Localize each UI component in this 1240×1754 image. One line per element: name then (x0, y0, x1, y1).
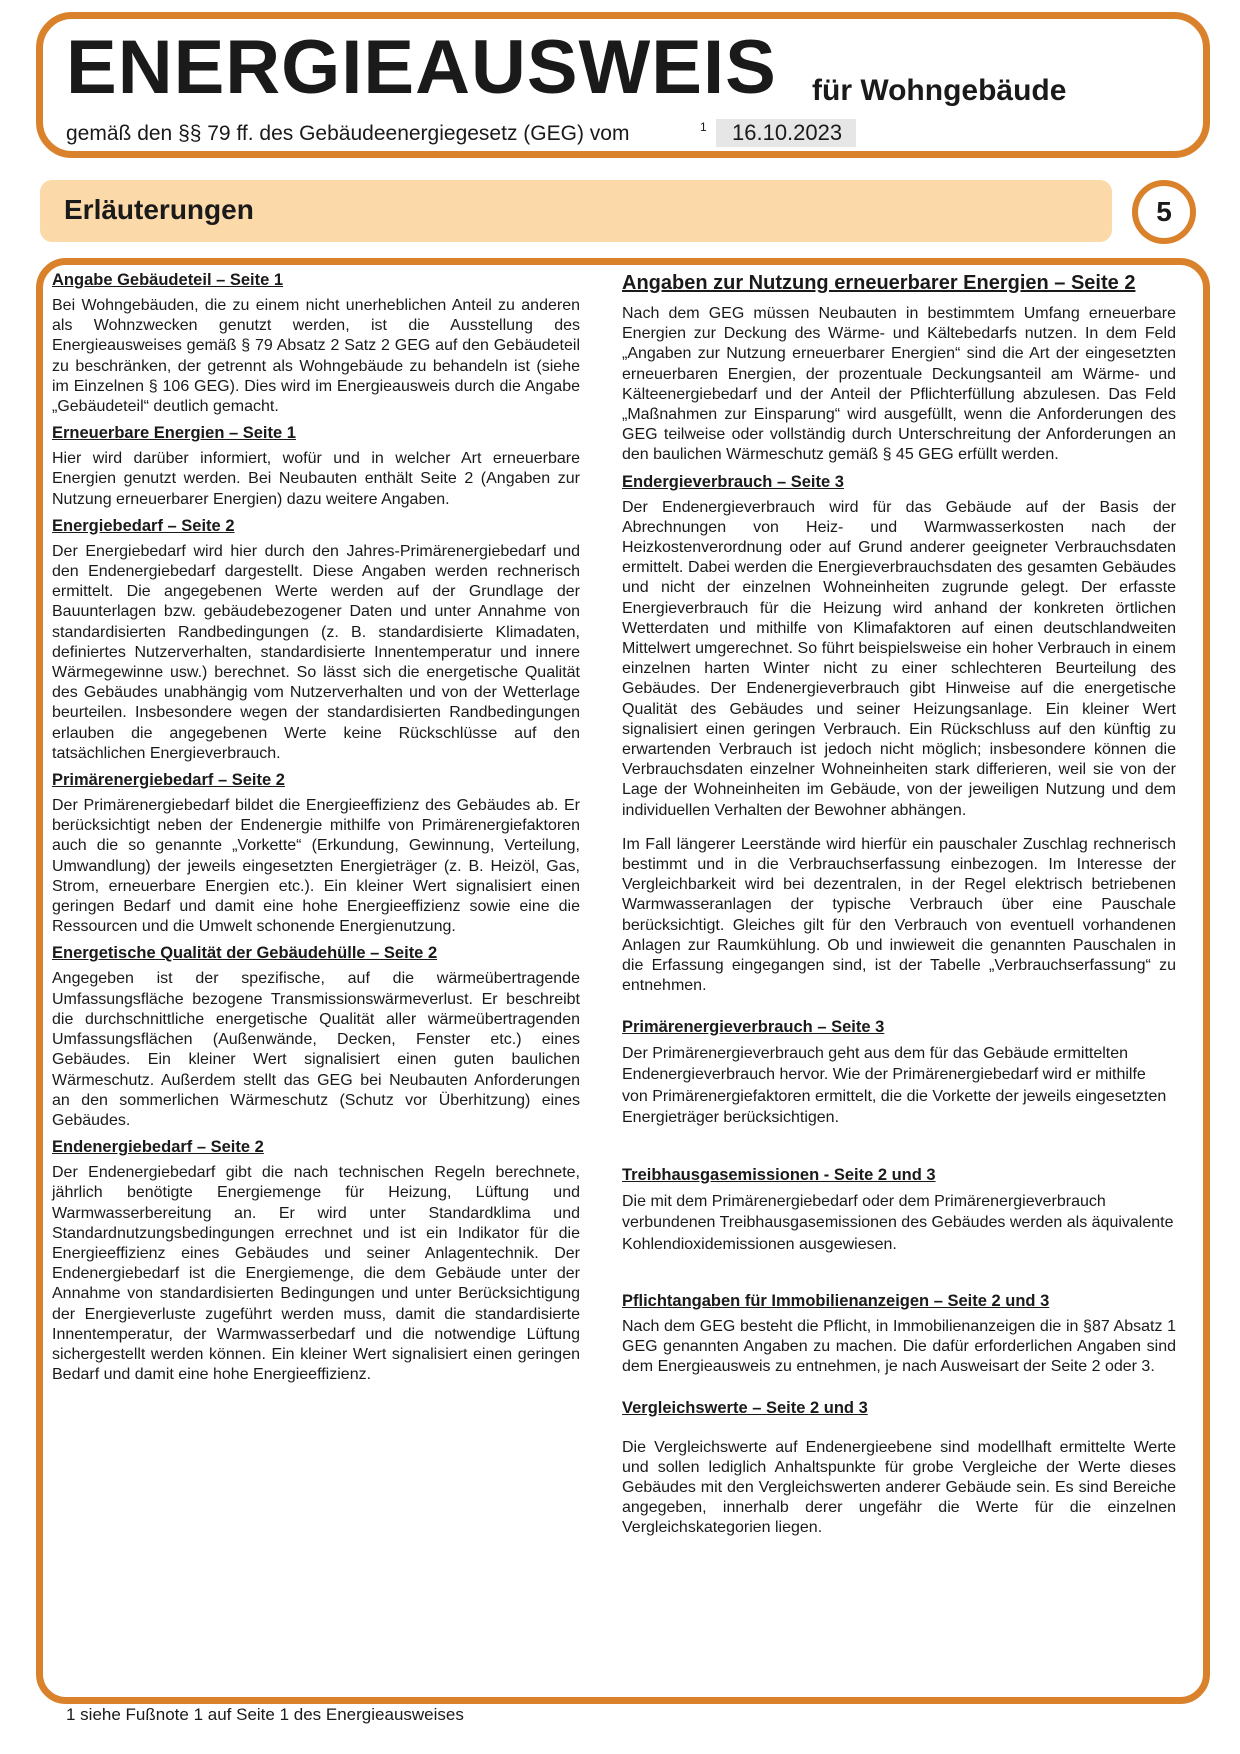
section-heading: Primärenergiebedarf – Seite 2 (52, 771, 285, 790)
section-body: Angegeben ist der spezifische, auf die wärmeübertragende Umfassungsfläche bezogene Transmissionswärmeverlust. Er beschreibt die durchschnittliche energetische Qualität aller wärmeübertragenden Umfassungsflächen (Außenwände, Decken, Fenster etc.) eines Gebäudes. Ein kleiner Wert signalisiert einen guten baulichen Wärmeschutz. Außerdem stellt das GEG bei Neubauten Anforderungen an den sommerlichen Wärmeschutz (Schutz vor Überhitzung) eines Gebäudes. (52, 970, 580, 1129)
section-erneuerbare-energien (52, 423, 580, 510)
section-body: Der Primärenergiebedarf bildet die Energieeffizienz des Gebäudes ab. Er berücksichtigt neben der Endenergie mithilfe von Primärenergiefaktoren auch die so genannte „Vorkette“ (Erkundung, Gewinnung, Verteilung, Umwandlung) der jeweils eingesetzten Energieträger (z. B. Heizöl, Gas, Strom, erneuerbare Energien etc.). Ein kleiner Wert signalisiert einen geringen Bedarf und damit eine hohe Energieeffizienz sowie eine die Ressourcen und die Umwelt schonende Energienutzung. (52, 797, 580, 936)
section-heading: Angabe Gebäudeteil – Seite 1 (52, 271, 284, 289)
section-heading: Pflichtangaben für Immobilienanzeigen – Seite 2 und 3 (622, 1292, 1050, 1310)
section-body-continued: Im Fall längerer Leerstände wird hierfür ein pauschaler Zuschlag rechnerisch bestimmt und in die Verbrauchserfassung einbezogen. Im Interesse der Vergleichbarkeit wird bei dezentralen, in der Regel elektrisch betriebenen Warmwasseranlagen der typische Verbrauch über eine Pauschale berücksichtigt. Gleiches gilt für den Verbrauch von eventuell vorhandenen Anlagen zur Raumkühlung. Ob und inwieweit die genannten Pauschalen in die Erfassung eingegangen sind, ist der Tabelle „Verbrauchserfassung“ zu entnehmen. (622, 835, 1176, 995)
section-gebaeudeteil (52, 270, 580, 417)
section-heading: Endenergiebedarf – Seite 2 (52, 1138, 264, 1157)
law-reference: gemäß den §§ 79 ff. des Gebäudeenergiegesetz (GEG) vom (66, 122, 630, 145)
section-heading: Angaben zur Nutzung erneuerbarer Energien – Seite 2 (622, 272, 1136, 294)
section-heading: Endergieverbrauch – Seite 3 (622, 472, 844, 491)
section-pflichtangaben (622, 1291, 1176, 1378)
section-body: Nach dem GEG müssen Neubauten in bestimmtem Umfang erneuerbare Energien zur Deckung des Wärme- und Kältebedarfs nutzen. In dem Feld „Angaben zur Nutzung erneuerbarer Energien“ sind die Art der eingesetzten erneuerbaren Energien, der prozentuale Deckungsanteil am Wärme- und Kälteenergiebedarf und der Anteil der Pflichterfüllung abzulesen. Das Feld „Maßnahmen zur Einsparung“ wird ausgefüllt, wenn die Anforderungen des GEG teilweise oder vollständig durch Unterschreitung der Anforderungen an den baulichen Wärmeschutz gemäß § 45 GEG erfüllt werden. (622, 305, 1176, 464)
issue-date: 16.10.2023 (716, 119, 856, 147)
section-heading: Energetische Qualität der Gebäudehülle – Seite 2 (52, 944, 438, 963)
page-footnote: 1 siehe Fußnote 1 auf Seite 1 des Energieausweises (66, 1705, 464, 1724)
section-body: Die mit dem Primärenergiebedarf oder dem Primärenergieverbrauch verbundenen Treibhausgasemissionen des Gebäudes werden als äquivalente Kohlendioxidemissionen ausgewiesen. (622, 1192, 1174, 1253)
page-number-badge: 5 (1132, 180, 1196, 244)
left-column (52, 270, 580, 1391)
document-title: ENERGIEAUSWEIS (66, 25, 777, 110)
section-endenergiebedarf (52, 1137, 580, 1385)
section-treibhausgasemissionen (622, 1165, 1176, 1256)
section-body: Bei Wohngebäuden, die zu einem nicht unerheblichen Anteil zu anderen als Wohnzwecken genutzt werden, ist die Ausstellung des Energieausweises gemäß § 79 Absatz 2 Satz 2 GEG auf den Gebäudeteil zu beschränken, der getrennt als Wohngebäude zu behandeln ist (siehe im Einzelnen § 106 GEG). Dies wird im Energieausweis durch die Angabe „Gebäudeteil“ deutlich gemacht. (52, 297, 580, 416)
section-body: Der Endenergiebedarf gibt die nach technischen Regeln berechnete, jährlich benötigte Energiemenge für Heizung, Lüftung und Warmwasserbereitung an. Er wird unter Standardklima und Standardnutzungsbedingungen errechnet und ist ein Indikator für die Energieeffizienz eines Gebäudes und seiner Anlagentechnik. Der Endenergiebedarf ist die Energiemenge, die dem Gebäude unter der Annahme von standardisierten Bedingungen und unter Berücksichtigung der Energieverluste zugeführt werden muss, damit die standardisierte Innentemperatur, der Warmwasserbedarf und die notwendige Lüftung sichergestellt werden können. Ein kleiner Wert signalisiert einen geringen Bedarf und damit eine hohe Energieeffizienz. (52, 1164, 580, 1384)
section-body: Der Energiebedarf wird hier durch den Jahres-Primärenergiebedarf und den Endenergiebedarf dargestellt. Diese Angaben werden rechnerisch ermittelt. Die angegebenen Werte werden auf der Grundlage der Bauunterlagen bzw. gebäudebezogener Daten und unter Annahme von standardisierten Randbedingungen (z. B. standardisierte Klimadaten, definiertes Nutzerverhalten, standardisierte Innentemperatur und innere Wärmegewinne usw.) berechnet. So lässt sich die energetische Qualität des Gebäudes unabhängig vom Nutzerverhalten und von der Wetterlage beurteilen. Insbesondere wegen der standardisierten Randbedingungen erlauben die angegebenen Werte keine Rückschlüsse auf den tatsächlichen Energieverbrauch. (52, 542, 580, 762)
section-body: Der Endenergieverbrauch wird für das Gebäude auf der Basis der Abrechnungen von Heiz- und Warmwasserkosten nach der Heizkostenverordnung oder auf Grund anderer geeigneter Verbrauchsdaten ermittelt. Dabei werden die Energieverbrauchsdaten des gesamten Gebäudes und nicht der einzelnen Wohneinheiten zugrunde gelegt. Der erfasste Energieverbrauch für die Heizung wird anhand der konkreten örtlichen Wetterdaten und mithilfe von Klimafaktoren auf einen deutschlandweiten Mittelwert umgerechnet. So führt beispielsweise ein hoher Verbrauch in einem einzelnen harten Winter nicht zu einer schlechteren Beurteilung des Gebäudes. Der Endenergieverbrauch gibt Hinweise auf die energetische Qualität des Gebäudes und seiner Heizungsanlage. Ein kleiner Wert signalisiert einen geringen Verbrauch. Ein Rückschluss auf den künftig zu erwartenden Verbrauch ist jedoch nicht möglich; insbesondere können die Verbrauchsdaten einzelner Wohneinheiten stark differieren, weil sie von der Lage der Wohneinheiten im Gebäude, von der jeweiligen Nutzung und dem individuellen Verhalten der Bewohner abhängen. (622, 498, 1176, 819)
section-nutzung-erneuerbarer-energien (622, 270, 1176, 466)
section-body: Der Primärenergieverbrauch geht aus dem für das Gebäude ermittelten Endenergieverbrauch hervor. Wie der Primärenergiebedarf wird er mithilfe von Primärenergiefaktoren ermittelt, die die Vorkette der jeweils eingesetzten Energieträger berücksichtigen. (622, 1044, 1167, 1126)
document-subtitle: für Wohngebäude (812, 74, 1067, 107)
section-vergleichswerte (622, 1398, 1176, 1539)
section-endenergieverbrauch (622, 472, 1176, 997)
section-heading: Primärenergieverbrauch – Seite 3 (622, 1017, 885, 1036)
section-heading: Energiebedarf – Seite 2 (52, 516, 235, 535)
footnote-marker: 1 (700, 120, 707, 134)
section-heading: Erneuerbare Energien – Seite 1 (52, 424, 296, 443)
section-body: Nach dem GEG besteht die Pflicht, in Immobilienanzeigen die in §87 Absatz 1 GEG genannten Angaben zu machen. Die dafür erforderlichen Angaben sind dem Energieausweis zu entnehmen, je nach Ausweisart der Seite 2 oder 3. (622, 1318, 1176, 1376)
section-heading: Treibhausgasemissionen - Seite 2 und 3 (622, 1165, 936, 1184)
section-energiebedarf (52, 516, 580, 764)
section-heading: Vergleichswerte – Seite 2 und 3 (622, 1398, 868, 1417)
section-title: Erläuterungen (64, 194, 254, 225)
section-body: Hier wird darüber informiert, wofür und in welcher Art erneuerbare Energien genutzt werden. Bei Neubauten enthält Seite 2 (Angaben zur Nutzung erneuerbarer Energien) dazu weitere Angaben. (52, 450, 580, 508)
right-column (622, 270, 1176, 1545)
section-gebaeudehuelle (52, 943, 580, 1131)
section-primaerenergiebedarf (52, 770, 580, 937)
section-body: Die Vergleichswerte auf Endenergieebene sind modellhaft ermittelte Werte und sollen lediglich Anhaltspunkte für grobe Vergleiche der Werte dieses Gebäudes mit den Vergleichswerten anderer Gebäude sein. Es sind Bereiche angegeben, innerhalb derer ungefähr die Werte für die einzelnen Vergleichskategorien liegen. (622, 1438, 1176, 1537)
section-primaerenergieverbrauch (622, 1017, 1176, 1129)
